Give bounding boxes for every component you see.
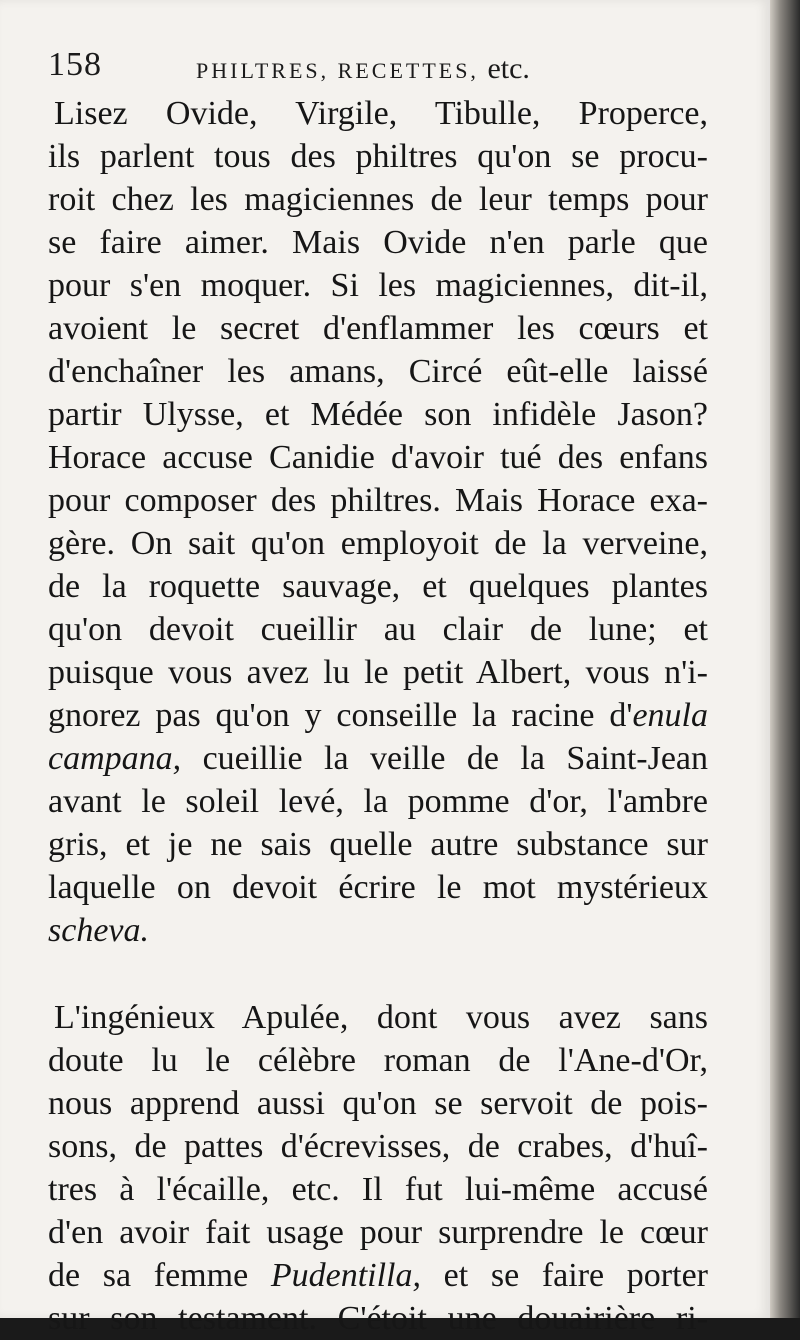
text-segment: cueillie la veille de la Saint-Jean [181,740,708,777]
page-edge-shadow [770,0,800,1318]
text-line: nous apprend aussi qu'on se servoit de pois- [48,1085,708,1122]
running-title-etc: etc. [487,52,530,85]
running-head [48,40,718,92]
text-line: se faire aimer. Mais Ovide n'en parle que [48,224,708,261]
paragraph-1 [48,92,708,952]
text-line: gère. On sait qu'on employoit de la verveine, [48,525,708,562]
text-line: partir Ulysse, et Médée son infidèle Jason? [48,396,708,433]
text-line: avant le soleil levé, la pomme d'or, l'ambre [48,783,708,820]
italic-term: campana, [48,740,182,777]
running-title-text: PHILTRES, RECETTES, [196,58,479,83]
text-line: qu'on devoit cueillir au clair de lune; et [48,611,708,648]
text-segment: de sa femme [48,1257,271,1294]
text-line: gris, et je ne sais quelle autre substance sur [48,826,708,863]
paragraph-gap [48,952,708,996]
text-line: Lisez Ovide, Virgile, Tibulle, Properce, [54,95,708,132]
text-line: doute lu le célèbre roman de l'Ane-d'Or, [48,1042,708,1079]
text-line: tres à l'écaille, etc. Il fut lui-même accusé [48,1171,708,1208]
text-line [48,694,708,737]
text-line: Horace accuse Canidie d'avoir tué des enfans [48,439,708,476]
text-line [48,909,708,952]
text-segment: et se faire porter [420,1257,708,1294]
text-line: sons, de pattes d'écrevisses, de crabes, d'huî- [48,1128,708,1165]
text-line: d'en avoir fait usage pour surprendre le cœur [48,1214,708,1251]
page-number: 158 [48,46,102,83]
italic-term: enula [632,697,708,734]
text-line [48,737,708,780]
text-line: roit chez les magiciennes de leur temps pour [48,181,708,218]
text-line: de la roquette sauvage, et quelques plantes [48,568,708,605]
text-line: ils parlent tous des philtres qu'on se procu- [48,138,708,175]
italic-term: Pudentilla, [270,1257,421,1294]
text-line: L'ingénieux Apulée, dont vous avez sans [54,999,708,1036]
text-line: d'enchaîner les amans, Circé eût-elle laissé [48,353,708,390]
text-line [48,1254,708,1297]
paragraph-2 [48,996,708,1340]
running-title [196,52,530,86]
text-line: avoient le secret d'enflammer les cœurs et [48,310,708,347]
text-line: sur son testament. C'étoit une douairière ri- [48,1300,708,1337]
body-text [48,92,708,1340]
text-line: laquelle on devoit écrire le mot mystérieux [48,869,708,906]
text-segment: gnorez pas qu'on y conseille la racine d' [48,697,633,734]
italic-term: scheva. [48,912,150,949]
text-line: pour composer des philtres. Mais Horace exa- [48,482,708,519]
text-line: pour s'en moquer. Si les magiciennes, dit-il, [48,267,708,304]
text-line: puisque vous avez lu le petit Albert, vous n'i- [48,654,708,691]
